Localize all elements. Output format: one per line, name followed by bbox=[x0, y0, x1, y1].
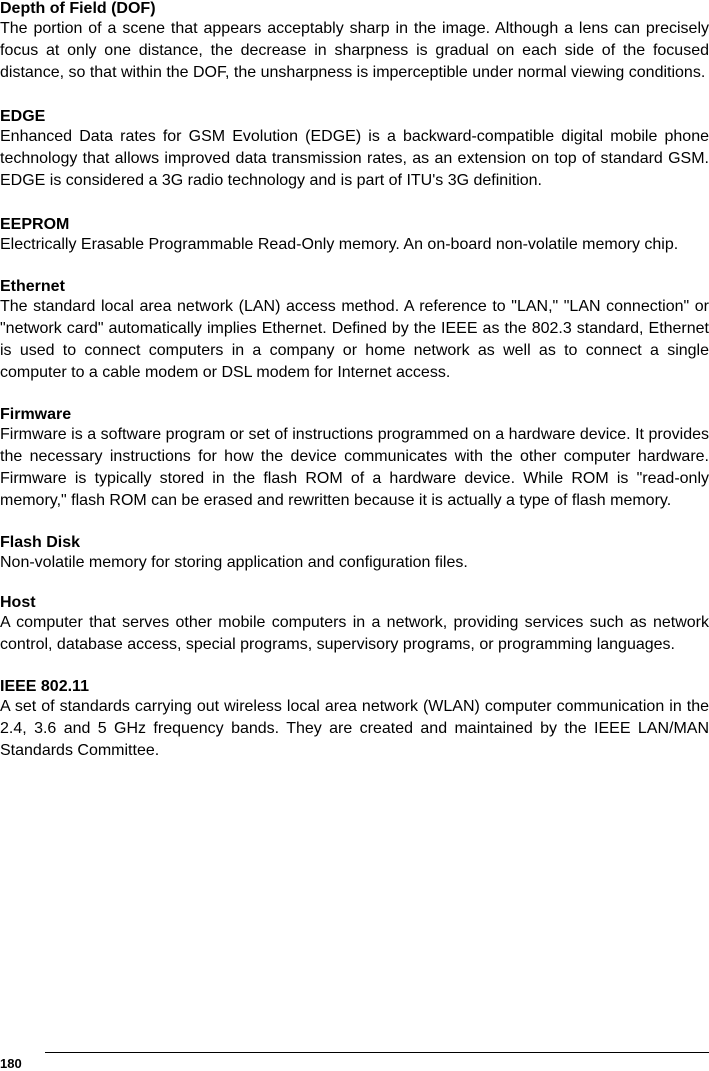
term-definition: Enhanced Data rates for GSM Evolution (EDGE) is a backward-compatible digital mobile phone technology that allows improved data transmission rates, as an extension on top of standard GSM. EDGE is considered a 3G radio technology and is part of ITU's 3G definition. bbox=[0, 128, 709, 189]
term-definition: The standard local area network (LAN) access method. A reference to "LAN," "LAN connection" or "network card" automatically implies Ethernet. Defined by the IEEE as the 802.3 standard, Ethernet is used to connect computers in a company or home network as well as to connect a single computer to a cable modem or DSL modem for Internet access. bbox=[0, 298, 709, 381]
term-heading: EEPROM bbox=[0, 216, 70, 233]
term-definition: Non-volatile memory for storing application and configuration files. bbox=[0, 554, 468, 571]
term-heading: Flash Disk bbox=[0, 534, 81, 551]
glossary-entry-eeprom bbox=[0, 216, 709, 256]
glossary-entry-firmware bbox=[0, 406, 709, 512]
term-heading: Depth of Field (DOF) bbox=[0, 0, 156, 17]
term-heading: Firmware bbox=[0, 406, 72, 423]
page-number: 180 bbox=[0, 1056, 22, 1071]
term-definition: A computer that serves other mobile computers in a network, providing services such as network control, database access, special programs, supervisory programs, or programming languages. bbox=[0, 614, 709, 653]
glossary-entry-ieee-802-11 bbox=[0, 678, 709, 762]
glossary-entry-dof bbox=[0, 0, 709, 84]
glossary-entry-edge bbox=[0, 108, 709, 192]
glossary-entry-host bbox=[0, 594, 709, 656]
term-definition: Firmware is a software program or set of instructions programmed on a hardware device. It provides the necessary instructions for how the device communicates with the other computer hardware. Firmware is typically stored in the flash ROM of a hardware device. While ROM is "read-only memory," flash ROM can be erased and rewritten because it is actually a type of flash memory. bbox=[0, 426, 709, 509]
glossary-entry-flash-disk bbox=[0, 534, 709, 574]
term-definition: A set of standards carrying out wireless local area network (WLAN) computer communication in the 2.4, 3.6 and 5 GHz frequency bands. They are created and maintained by the IEEE LAN/MAN Standards Committee. bbox=[0, 698, 709, 759]
term-heading: IEEE 802.11 bbox=[0, 678, 89, 695]
term-definition: The portion of a scene that appears acceptably sharp in the image. Although a lens can precisely focus at only one distance, the decrease in sharpness is gradual on each side of the focused distance, so that within the DOF, the unsharpness is imperceptible under normal viewing conditions. bbox=[0, 20, 709, 81]
footer-rule bbox=[45, 1052, 709, 1053]
term-heading: EDGE bbox=[0, 108, 46, 125]
glossary-entry-ethernet bbox=[0, 278, 709, 384]
term-definition: Electrically Erasable Programmable Read-Only memory. An on-board non-volatile memory chip. bbox=[0, 236, 679, 253]
term-heading: Host bbox=[0, 594, 36, 611]
term-heading: Ethernet bbox=[0, 278, 65, 295]
